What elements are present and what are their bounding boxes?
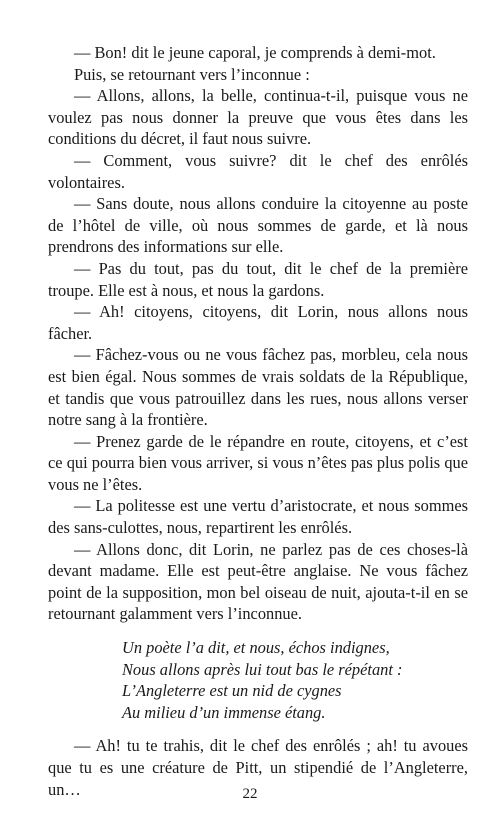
paragraph-2: Puis, se retournant vers l’inconnue : <box>74 64 310 84</box>
verse-line-2: Nous allons après lui tout bas le répétant : <box>122 659 403 679</box>
paragraph-7: — Ah! citoyens, citoyens, dit Lorin, nous allons nous fâcher. <box>48 302 468 343</box>
paragraph-5: — Sans doute, nous allons conduire la citoyenne au poste de l’hôtel de ville, où nous sommes de garde, et là nous prendrons des informations sur elle. <box>48 194 468 257</box>
paragraph-3: — Allons, allons, la belle, continua-t-il, puisque vous ne voulez pas nous donner la preuve que vous êtes dans les conditions du décret, il faut nous suivre. <box>48 86 468 149</box>
paragraph-1: — Bon! dit le jeune caporal, je comprends à demi-mot. <box>74 43 436 62</box>
verse-line-1: Un poète l’a dit, et nous, échos indignes, <box>122 638 390 658</box>
paragraph-10: — La politesse est une vertu d’aristocrate, et nous sommes des sans-culottes, nous, repartirent les enrôlés. <box>48 496 468 538</box>
book-page <box>48 42 468 800</box>
verse-line-4: Au milieu d’un immense étang. <box>122 702 326 722</box>
paragraph-4: — Comment, vous suivre? dit le chef des enrôlés volontaires. <box>48 150 468 192</box>
paragraph-6: — Pas du tout, pas du tout, dit le chef de la première troupe. Elle est à nous, et nous la gardons. <box>48 258 468 300</box>
paragraph-11: — Allons donc, dit Lorin, ne parlez pas de ces choses-là devant madame. Elle est peut-être anglaise. Ne vous fâchez point de la supposition, mon bel oiseau de nuit, ajouta-t-il en se retournant galamment vers l’inconnue. <box>48 539 468 624</box>
closing-paragraph: — Ah! tu te trahis, dit le chef des enrôlés ; ah! tu avoues que tu es une créature de Pitt, un stipendié de l’Angleterre, un… <box>48 736 468 799</box>
paragraph-9: — Prenez garde de le répandre en route, citoyens, et c’est ce qui pourra bien vous arriver, si vous n’êtes pas plus polis que vous ne l’êtes. <box>48 431 468 494</box>
verse-line-3: L’Angleterre est un nid de cygnes <box>122 681 342 701</box>
verse-quote <box>122 637 468 723</box>
paragraph-8: — Fâchez-vous ou ne vous fâchez pas, morbleu, cela nous est bien égal. Nous sommes de vrais soldats de la République, et tandis que vous patrouillez dans les rues, nous allons verser notre sang à la frontière. <box>48 345 468 430</box>
page-number: 22 <box>242 786 258 802</box>
